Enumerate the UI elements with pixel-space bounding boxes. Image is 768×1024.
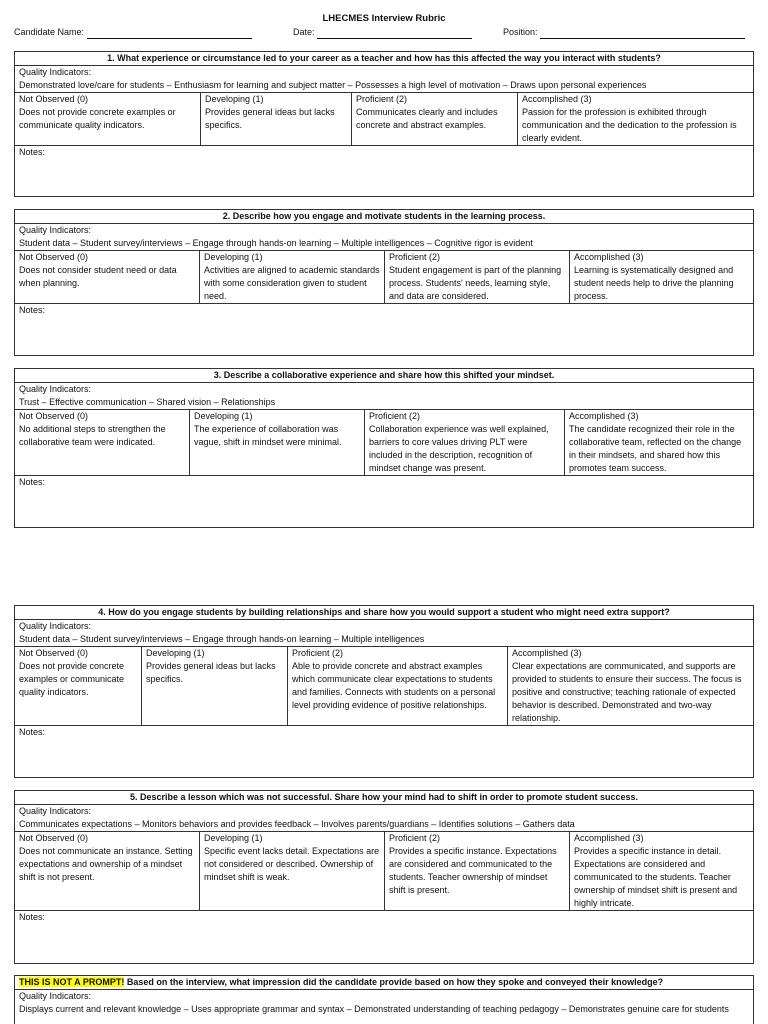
level-description: Student engagement is part of the planning process. Students' needs, learning style, and data are considered. <box>389 265 562 301</box>
level-not-observed <box>15 410 190 475</box>
quality-indicators <box>15 383 753 410</box>
section-question: 2. Describe how you engage and motivate students in the learning process. <box>15 210 753 224</box>
level-name: Proficient (2) <box>389 252 441 262</box>
quality-indicators-label: Quality Indicators: <box>19 384 92 394</box>
level-proficient <box>385 251 570 303</box>
quality-indicators-label: Quality Indicators: <box>19 67 92 77</box>
quality-indicators-text: Communicates expectations – Monitors behaviors and provides feedback – Involves parents/guardians – Identifies solutions – Gathers data <box>19 819 575 829</box>
notes-label: Notes: <box>19 305 46 315</box>
quality-indicators-label: Quality Indicators: <box>19 225 92 235</box>
level-accomplished <box>565 410 753 475</box>
level-name: Proficient (2) <box>292 648 344 658</box>
date-field[interactable] <box>293 26 472 39</box>
rubric-section-1 <box>14 51 754 197</box>
level-name: Not Observed (0) <box>19 833 89 843</box>
candidate-name-field[interactable] <box>14 26 252 39</box>
level-name: Proficient (2) <box>369 411 421 421</box>
level-proficient <box>352 93 518 145</box>
level-developing <box>200 251 385 303</box>
level-description: Communicates clearly and includes concrete and abstract examples. <box>356 107 498 130</box>
rubric-section-2 <box>14 209 754 356</box>
level-not-observed <box>15 832 200 910</box>
notes-label: Notes: <box>19 477 46 487</box>
section-question: 1. What experience or circumstance led to your career as a teacher and how has this affected the way you interact with students? <box>15 52 753 66</box>
level-description: Learning is systematically designed and student needs help to drive the planning process. <box>574 265 734 301</box>
quality-indicators-text: Student data – Student survey/interviews – Engage through hands-on learning – Multiple intelligences – Cognitive rigor is evident <box>19 238 533 248</box>
level-name: Developing (1) <box>146 648 205 658</box>
section-question: 3. Describe a collaborative experience and share how this shifted your mindset. <box>15 369 753 383</box>
quality-indicators <box>15 224 753 251</box>
page-title: LHECMES Interview Rubric <box>322 13 446 24</box>
level-description: Does not communicate an instance. Setting expectations and ownership of a mindset shift is not present. <box>19 846 193 882</box>
level-description: The candidate recognized their role in the collaborative team, reflected on the change in their mindsets, and shared how this promotes team success. <box>569 424 742 473</box>
level-accomplished <box>570 251 753 303</box>
level-name: Accomplished (3) <box>569 411 639 421</box>
not-a-prompt-highlight: THIS IS NOT A PROMPT! <box>19 977 125 987</box>
candidate-header <box>14 26 756 40</box>
level-name: Accomplished (3) <box>522 94 592 104</box>
level-name: Developing (1) <box>204 833 263 843</box>
level-proficient <box>365 410 565 475</box>
quality-indicators-label: Quality Indicators: <box>19 991 92 1001</box>
level-developing <box>200 832 385 910</box>
level-description: Provides general ideas but lacks specifics. <box>146 661 276 684</box>
position-field[interactable] <box>503 26 745 39</box>
rubric-levels <box>15 93 753 146</box>
level-developing <box>190 410 365 475</box>
level-developing <box>142 647 288 725</box>
level-description: Provides a specific instance. Expectations are considered and communicated to the students. Teacher ownership of mindset shift is present. <box>389 846 557 895</box>
quality-indicators <box>15 990 753 1016</box>
section-question: 5. Describe a lesson which was not successful. Share how your mind had to shift in order to promote student success. <box>15 791 753 805</box>
level-description: Clear expectations are communicated, and supports are provided to students to ensure their success. The focus is positive and constructive; teaching rationale of expected behavior is described. Demonstrated and two-way relationship. <box>512 661 742 723</box>
date-label: Date: <box>293 27 315 37</box>
notes-area[interactable] <box>15 146 753 159</box>
level-description: No additional steps to strengthen the collaborative team were indicated. <box>19 424 166 447</box>
level-proficient <box>288 647 508 725</box>
rubric-levels <box>15 832 753 911</box>
level-name: Proficient (2) <box>389 833 441 843</box>
notes-label: Notes: <box>19 147 46 157</box>
quality-indicators-text: Student data – Student survey/interviews – Engage through hands-on learning – Multiple intelligences <box>19 634 425 644</box>
notes-label: Notes: <box>19 912 46 922</box>
level-description: Activities are aligned to academic standards with some consideration given to student need. <box>204 265 380 301</box>
level-name: Not Observed (0) <box>19 648 89 658</box>
level-name: Not Observed (0) <box>19 411 89 421</box>
quality-indicators <box>15 805 753 832</box>
rubric-section-4 <box>14 605 754 778</box>
level-not-observed <box>15 647 142 725</box>
notes-area[interactable] <box>15 304 753 317</box>
rubric-levels <box>15 410 753 476</box>
rubric-section-5 <box>14 790 754 964</box>
quality-indicators-label: Quality Indicators: <box>19 621 92 631</box>
quality-indicators <box>15 620 753 647</box>
level-description: Does not provide concrete examples or communicate quality indicators. <box>19 107 176 130</box>
level-description: Provides general ideas but lacks specifics. <box>205 107 335 130</box>
level-description: Provides a specific instance in detail. Expectations are considered and communicated to the students. Teacher ownership of mindset shift is present and highly intricate. <box>574 846 738 908</box>
quality-indicators <box>15 66 753 93</box>
level-description: Able to provide concrete and abstract examples which communicate clear expectations to students and families. Connects with students on a personal level providing evidence of positive relationships. <box>292 661 496 710</box>
level-accomplished <box>570 832 753 910</box>
level-not-observed <box>15 93 201 145</box>
rubric-levels <box>15 647 753 726</box>
position-line[interactable] <box>540 28 745 39</box>
level-name: Accomplished (3) <box>574 252 644 262</box>
level-name: Accomplished (3) <box>574 833 644 843</box>
notes-area[interactable] <box>15 476 753 489</box>
position-label: Position: <box>503 27 538 37</box>
level-description: Does not consider student need or data when planning. <box>19 265 177 288</box>
level-name: Not Observed (0) <box>19 94 89 104</box>
rubric-section-3 <box>14 368 754 528</box>
date-line[interactable] <box>317 28 472 39</box>
level-name: Proficient (2) <box>356 94 408 104</box>
notes-area[interactable] <box>15 726 753 739</box>
level-description: Does not provide concrete examples or communicate quality indicators. <box>19 661 125 697</box>
level-name: Developing (1) <box>194 411 253 421</box>
final-question <box>15 976 753 990</box>
rubric-section-final <box>14 975 754 1024</box>
level-not-observed <box>15 251 200 303</box>
candidate-name-label: Candidate Name: <box>14 27 85 37</box>
notes-area[interactable] <box>15 911 753 924</box>
quality-indicators-text: Trust – Effective communication – Shared vision – Relationships <box>19 397 276 407</box>
level-description: Passion for the profession is exhibited through communication and the dedication to the profession is clearly evident. <box>522 107 737 143</box>
level-description: Collaboration experience was well explained, barriers to core values driving PLT were included in the description, recognition of mindset change was present. <box>369 424 549 473</box>
level-developing <box>201 93 352 145</box>
quality-indicators-text: Displays current and relevant knowledge – Uses appropriate grammar and syntax – Demonstrated understanding of teaching pedagogy – Demonstrates genuine care for students <box>19 1004 729 1014</box>
level-description: The experience of collaboration was vague, shift in mindset were minimal. <box>194 424 342 447</box>
quality-indicators-label: Quality Indicators: <box>19 806 92 816</box>
level-description: Specific event lacks detail. Expectations are not considered or described. Ownership of mindset shift is weak. <box>204 846 380 882</box>
notes-label: Notes: <box>19 727 46 737</box>
level-accomplished <box>518 93 753 145</box>
level-name: Developing (1) <box>205 94 264 104</box>
level-name: Accomplished (3) <box>512 648 582 658</box>
candidate-name-line[interactable] <box>87 28 252 39</box>
level-accomplished <box>508 647 753 725</box>
rubric-levels <box>15 251 753 304</box>
level-name: Not Observed (0) <box>19 252 89 262</box>
quality-indicators-text: Demonstrated love/care for students – Enthusiasm for learning and subject matter – Possesses a high level of motivation – Draws upon personal experiences <box>19 80 647 90</box>
level-name: Developing (1) <box>204 252 263 262</box>
level-proficient <box>385 832 570 910</box>
section-question: 4. How do you engage students by building relationships and share how you would support a student who might need extra support? <box>15 606 753 620</box>
final-question-text: Based on the interview, what impression did the candidate provide based on how they spoke and conveyed their knowledge? <box>124 977 664 987</box>
